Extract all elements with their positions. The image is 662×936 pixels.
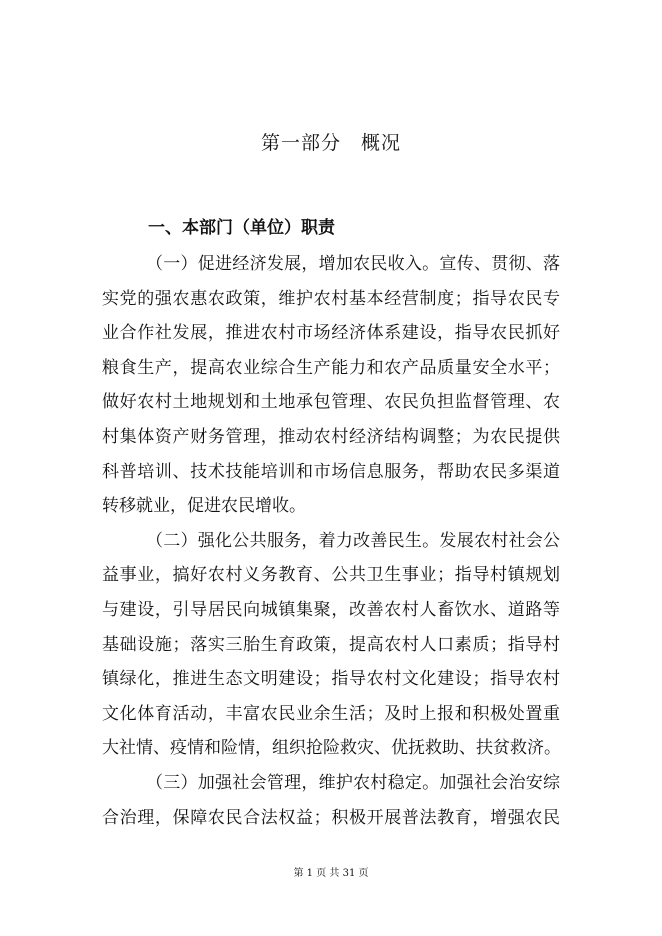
text-line: 益事业，搞好农村义务教育、公共卫生事业；指导村镇规划 [102,565,560,586]
text-line: 合治理，保障农民合法权益；积极开展普法教育，增强农民 [102,807,560,828]
text-line: 村集体资产财务管理，推动农村经济结构调整；为农民提供 [102,426,560,447]
text-line: 业合作社发展，推进农村市场经济体系建设，指导农民抓好 [102,323,560,344]
text-line: （二）强化公共服务，着力改善民生。发展农村社会公 [146,530,560,551]
page-footer: 第 1 页 共 31 页 [293,868,369,879]
text-line: 科普培训、技术技能培训和市场信息服务，帮助农民多渠道 [102,461,560,482]
text-line: 转移就业，促进农民增收。 [102,496,306,517]
text-line: （一）促进经济发展，增加农民收入。宣传、贯彻、落 [146,254,560,274]
paragraph [102,247,560,524]
text-line: 镇绿化，推进生态文明建设；指导农村文化建设；指导农村 [102,669,560,690]
paragraph [102,766,560,835]
text-line: 文化体育活动，丰富农民业余生活；及时上报和积极处置重 [102,703,560,724]
text-line: 做好农村土地规划和土地承包管理、农民负担监督管理、农 [102,392,560,413]
section-heading: 一、本部门（单位）职责 [148,218,335,238]
text-line: 实党的强农惠农政策，维护农村基本经营制度；指导农民专 [102,288,560,309]
text-line: 基础设施；落实三胎生育政策，提高农村人口素质；指导村 [102,634,560,655]
text-line: （三）加强社会管理，维护农村稳定。加强社会治安综 [146,772,560,793]
document-body [102,247,560,835]
text-line: 与建设，引导居民向城镇集聚，改善农村人畜饮水、道路等 [102,599,560,620]
paragraph [102,524,560,766]
page-title: 第一部分 概况 [260,132,401,154]
text-line: 粮食生产，提高农业综合生产能力和农产品质量安全水平； [102,357,560,378]
text-line: 大社情、疫情和险情，组织抢险救灾、优抚救助、扶贫救济。 [102,738,561,759]
